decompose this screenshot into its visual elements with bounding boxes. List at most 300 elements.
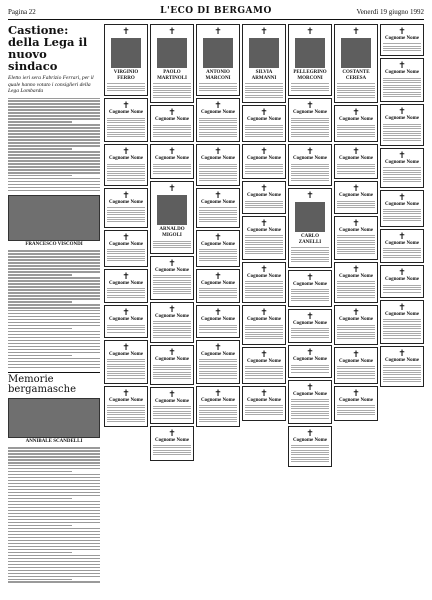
deceased-name: Cognome Nome [246,227,282,233]
text-line [337,371,375,372]
text-line [153,134,191,135]
notice-text [245,201,283,209]
text-line [8,522,100,523]
text-line [199,214,237,215]
notice-text [337,281,375,298]
obituary-notice [196,230,240,267]
text-line [153,367,191,368]
text-line [291,332,329,333]
text-line [107,378,145,379]
text-line [199,173,237,174]
text-line [153,287,191,288]
text-line [291,328,329,329]
text-line [107,217,145,218]
text-line [291,168,329,169]
text-line [107,212,145,213]
text-line [337,240,375,241]
text-line [337,405,375,406]
deceased-name: Cognome Nome [108,317,144,323]
text-line [245,201,283,202]
cross-icon: ✝ [260,146,268,157]
text-line [337,366,375,367]
text-line [245,237,283,238]
text-line [291,134,329,135]
notice-text [199,249,237,261]
text-line [337,244,375,245]
cross-icon: ✝ [168,183,176,194]
deceased-name: Cognome Nome [246,358,282,364]
text-line [153,418,191,419]
deceased-name: Cognome Nome [292,391,328,397]
obituary-notice [104,144,148,186]
text-line [8,190,100,191]
notice-text [383,124,421,141]
cross-icon: ✝ [306,100,314,111]
text-line [8,160,100,161]
text-line [8,154,100,155]
text-line [8,268,100,269]
text-line [383,96,421,97]
text-line [245,375,283,376]
obituary-notice [380,148,424,187]
text-line [8,358,100,359]
text-line [337,201,375,202]
text-line [8,477,100,478]
text-line [291,122,329,123]
cross-icon: ✝ [214,387,222,398]
deceased-name: Cognome Nome [384,70,420,76]
text-line [107,127,145,128]
notice-text [199,207,237,222]
cross-icon: ✝ [306,271,314,282]
deceased-name: Cognome Nome [108,397,144,403]
issue-date: Venerdì 19 giugno 1992 [356,8,424,16]
text-line [199,219,237,220]
cross-icon: ✝ [352,263,360,274]
text-line [245,242,283,243]
cross-icon: ✝ [260,217,268,228]
text-line [383,124,421,125]
obituary-notice [150,181,194,253]
cross-icon: ✝ [122,307,130,318]
text-line [245,83,283,84]
text-line [8,169,100,170]
text-line [383,126,421,127]
text-line [107,120,145,121]
obituary-notice [150,144,194,179]
text-line [245,203,283,204]
text-line [337,136,375,137]
text-line [8,570,100,571]
cross-icon: ✝ [260,307,268,318]
text-line [153,83,191,84]
text-line [337,325,375,326]
text-line [199,288,237,289]
text-line [8,298,100,299]
text-line [199,295,237,296]
text-line [8,250,100,251]
text-line [245,88,283,89]
deceased-name: Cognome Nome [338,193,374,199]
text-line [291,173,329,174]
text-line [8,561,100,562]
obituary-notice [196,386,240,428]
text-line [291,418,329,419]
text-line [291,166,329,167]
notice-text [107,118,145,137]
text-line [153,245,191,246]
text-line [8,352,100,353]
deceased-name: Cognome Nome [200,317,236,323]
text-line [291,365,329,366]
text-line [245,412,283,413]
text-line [8,453,100,454]
text-line [153,326,191,327]
text-line [107,373,145,374]
text-line [383,89,421,90]
notice-text [153,445,191,455]
text-line [8,118,100,119]
text-line [8,492,100,493]
deceased-name: Cognome Nome [292,357,328,363]
obituary-notice [104,188,148,227]
text-line [8,513,100,514]
text-line [8,319,100,320]
text-line [8,489,100,490]
text-line [153,280,191,281]
text-line [8,274,72,275]
text-line [153,90,191,91]
text-line [199,292,237,293]
text-line [107,292,145,293]
text-line [383,331,421,332]
notice-text [107,249,145,261]
text-line [337,173,375,174]
text-line [107,90,145,91]
text-line [107,329,145,330]
text-line [8,253,100,254]
text-line [8,103,100,104]
notice-text [383,285,421,293]
text-line [107,297,145,298]
notice-text [107,359,145,378]
text-line [291,129,329,130]
notice-text [199,118,237,137]
cross-icon: ✝ [398,26,406,36]
text-line [291,254,329,255]
cross-icon: ✝ [260,107,268,118]
text-line [199,251,237,252]
text-line [153,136,191,137]
obituary-notice [288,188,332,267]
deceased-name: Cognome Nome [108,351,144,357]
text-line [8,184,100,185]
cross-icon: ✝ [398,230,406,241]
text-line [291,372,329,373]
text-line [153,86,191,87]
text-line [107,417,145,418]
text-line [8,340,100,341]
text-line [107,86,145,87]
notice-text [153,406,191,418]
text-line [8,331,100,332]
text-line [337,127,375,128]
text-line [8,307,100,308]
text-line [107,375,145,376]
text-line [245,136,283,137]
deceased-name: Cognome Nome [338,227,374,233]
obituary-notice [288,98,332,142]
deceased-name: Cognome Nome [292,320,328,326]
text-line [153,173,191,174]
deceased-name: Cognome Nome [154,357,190,363]
notice-text [383,43,421,51]
text-line [291,367,329,368]
text-line [8,289,100,290]
deceased-photo [341,38,371,68]
deceased-name: CARLO ZANELLI [298,234,322,246]
text-line [107,214,145,215]
text-line [383,328,421,329]
text-line [8,543,100,544]
text-line [337,295,375,296]
text-line [383,211,421,212]
text-line [8,328,72,329]
text-line [383,289,421,290]
text-line [245,405,283,406]
text-line [199,127,237,128]
text-line [337,292,375,293]
text-line [245,281,283,282]
deceased-name: Cognome Nome [384,240,420,246]
text-line [291,90,329,91]
obituary-notice [196,98,240,142]
text-line [107,364,145,365]
text-line [199,253,237,254]
text-line [153,132,191,133]
text-line [107,207,145,208]
text-line [337,249,375,250]
text-line [153,127,191,128]
text-line [199,378,237,379]
text-line [337,286,375,287]
text-line [153,247,191,248]
notice-text [291,247,329,262]
text-line [8,313,100,314]
text-line [107,173,145,174]
cross-icon: ✝ [352,307,360,318]
deceased-name: Cognome Nome [200,280,236,286]
text-line [337,90,375,91]
text-line [291,88,329,89]
notice-text [107,207,145,222]
text-line [8,187,100,188]
cross-icon: ✝ [352,146,360,157]
text-line [8,510,100,511]
text-line [8,163,100,164]
text-line [245,292,283,293]
text-line [245,97,283,98]
text-line [291,408,329,409]
text-line [291,127,329,128]
deceased-name: Cognome Nome [200,351,236,357]
notice-text [245,325,283,340]
text-line [245,414,283,415]
text-line [8,172,100,173]
text-line [383,78,421,79]
text-line [245,410,283,411]
text-line [337,205,375,206]
text-line [245,205,283,206]
text-line [153,376,191,377]
deceased-photo [295,38,325,68]
obituary-notice [196,24,240,96]
deceased-name: Cognome Nome [246,117,282,123]
text-line [8,286,100,287]
deceased-name: SILVIA ARMANNI [251,70,277,81]
text-line [291,337,329,338]
section-title: Memorie bergamasche [8,372,100,395]
text-line [8,540,100,541]
text-line [291,454,329,455]
text-line [199,120,237,121]
text-line [245,253,283,254]
text-line [8,277,100,278]
page-number: Pagina 22 [8,8,36,16]
text-line [245,329,283,330]
obituary-notice [196,188,240,227]
cross-icon: ✝ [260,26,268,36]
text-line [8,304,100,305]
text-line [245,129,283,130]
text-line [8,507,100,508]
text-line [199,136,237,137]
text-line [153,452,191,453]
text-line [383,179,421,180]
text-line [383,181,421,182]
cross-icon: ✝ [168,146,176,157]
obituary-notice [288,270,332,307]
deceased-name: Cognome Nome [384,36,420,41]
notice-text [153,164,191,174]
text-line [153,125,191,126]
text-line [245,336,283,337]
text-line [383,248,421,249]
text-line [153,291,191,292]
deceased-name: Cognome Nome [200,156,236,162]
text-line [8,151,100,152]
cross-icon: ✝ [168,427,176,438]
cross-icon: ✝ [352,26,360,36]
text-line [383,213,421,214]
text-line [245,207,283,208]
text-line [199,118,237,119]
text-line [8,456,100,457]
text-line [337,237,375,238]
notice-text [291,83,329,91]
deceased-name: Cognome Nome [154,267,190,273]
text-line [8,364,100,365]
text-line [107,249,145,250]
text-line [199,329,237,330]
text-line [291,445,329,446]
deceased-photo [295,202,325,232]
cross-icon: ✝ [398,60,406,71]
obituary-notice [104,386,148,428]
text-line [383,252,421,253]
text-line [383,87,421,88]
obituary-notice [334,262,378,304]
notice-text [291,289,329,301]
text-line [153,168,191,169]
text-line [291,406,329,407]
notice-text [199,359,237,378]
text-line [337,334,375,335]
text-line [337,125,375,126]
obituary-notice [380,265,424,297]
deceased-photo [111,38,141,68]
deceased-name: Cognome Nome [108,241,144,247]
text-line [153,330,191,331]
text-line [291,296,329,297]
cross-icon: ✝ [168,347,176,358]
portrait-caption: ANNIBALE SCANDELLI [25,439,83,445]
obituary-notice [380,190,424,227]
text-line [337,336,375,337]
text-line [291,298,329,299]
text-line [337,83,375,84]
text-line [291,289,329,290]
deceased-name: Cognome Nome [292,281,328,287]
notice-text [383,78,421,97]
deceased-photo [157,38,187,68]
text-line [291,335,329,336]
notice-text [337,83,375,98]
deceased-name: Cognome Nome [292,437,328,443]
text-line [383,138,421,139]
text-line [291,330,329,331]
text-line [107,134,145,135]
text-line [107,88,145,89]
text-line [245,171,283,172]
text-line [337,368,375,369]
text-line [153,335,191,336]
notice-text [153,83,191,98]
text-line [291,252,329,253]
text-line [153,406,191,407]
obituary-notice [380,104,424,146]
obituary-notice [288,345,332,377]
deceased-name: Cognome Nome [384,277,420,283]
text-line [291,404,329,405]
deceased-name: Cognome Nome [154,117,190,123]
text-line [291,300,329,301]
text-line [107,325,145,326]
text-line [107,136,145,137]
obituary-column [380,24,424,584]
text-line [107,359,145,360]
text-line [107,295,145,296]
text-line [107,371,145,372]
text-line [337,164,375,165]
text-line [199,332,237,333]
text-line [153,415,191,416]
notice-text [337,325,375,340]
deceased-name: Cognome Nome [200,110,236,116]
text-line [291,459,329,460]
cross-icon: ✝ [352,107,360,118]
cross-icon: ✝ [122,100,130,111]
